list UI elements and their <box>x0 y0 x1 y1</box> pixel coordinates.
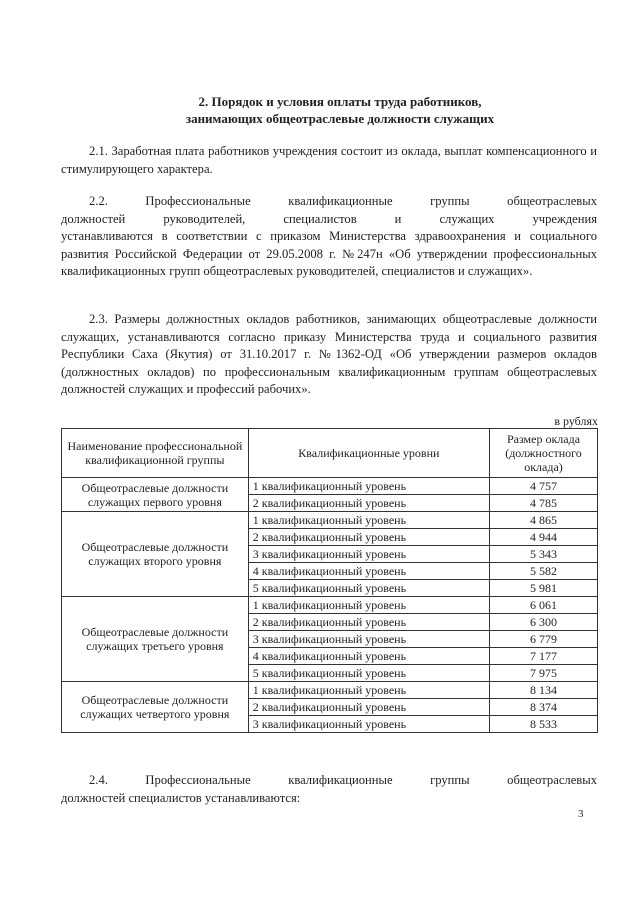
salary-cell: 7 177 <box>489 648 597 665</box>
salary-cell: 4 865 <box>489 512 597 529</box>
table-header-row <box>62 429 598 478</box>
level-cell: 3 квалификационный уровень <box>248 631 489 648</box>
salary-cell: 6 779 <box>489 631 597 648</box>
group-name: Общеотраслевые должности служащих второго уровня <box>62 512 249 597</box>
units-note: в рублях <box>554 414 598 428</box>
level-cell: 2 квалификационный уровень <box>248 614 489 631</box>
page-number: 3 <box>578 808 584 820</box>
level-cell: 1 квалификационный уровень <box>248 597 489 614</box>
paragraph-2-2-rest: устанавливаются в соответствии с приказом Министерства здравоохранения и социального развития Российской Федерации от 29.05.2008 г. №247н «Об утверждении профессиональных квалификационных групп общеотраслевых руководителей, специалистов и служащих». <box>61 229 597 278</box>
paragraph-2-2-line-1: 2.2. Профессиональные квалификационные группы общеотраслевых <box>89 194 597 208</box>
level-cell: 2 квалификационный уровень <box>248 699 489 716</box>
table-row <box>62 597 598 614</box>
paragraph-2-1: 2.1. Заработная плата работников учреждения состоит из оклада, выплат компенсационного и стимулирующего характера. <box>61 144 597 176</box>
group-name: Общеотраслевые должности служащих четвертого уровня <box>62 682 249 733</box>
paragraph-2-3: 2.3. Размеры должностных окладов работников, занимающих общеотраслевые должности служащих, устанавливаются согласно приказу Министерства труда и социального развития Республики Саха (Якутия) от 31.10.2017 г. №1362-ОД «Об утверждении размеров окладов (должностных окладов) по профессиональным квалификационным группам общеотраслевых должностей служащих и профессий рабочих». <box>61 312 597 396</box>
section-heading <box>60 93 620 127</box>
salary-cell: 5 582 <box>489 563 597 580</box>
salary-cell: 6 300 <box>489 614 597 631</box>
group-name: Общеотраслевые должности служащих третьего уровня <box>62 597 249 682</box>
level-cell: 3 квалификационный уровень <box>248 546 489 563</box>
salary-cell: 5 343 <box>489 546 597 563</box>
salary-cell: 8 533 <box>489 716 597 733</box>
level-cell: 5 квалификационный уровень <box>248 580 489 597</box>
paragraph-2-4 <box>61 772 597 807</box>
salary-cell: 4 944 <box>489 529 597 546</box>
salary-cell: 5 981 <box>489 580 597 597</box>
header-group: Наименование профессиональной квалификационной группы <box>62 429 249 478</box>
header-salary: Размер оклада (должностного оклада) <box>489 429 597 478</box>
paragraph-2-2-line-2: должностей руководителей, специалистов и служащих учреждения <box>61 211 597 226</box>
level-cell: 2 квалификационный уровень <box>248 495 489 512</box>
salary-cell: 7 975 <box>489 665 597 682</box>
paragraph-2-4-line-1: 2.4. Профессиональные квалификационные группы общеотраслевых <box>89 773 597 787</box>
section-heading-line-1: 2. Порядок и условия оплаты труда работников, <box>198 94 482 109</box>
header-levels: Квалификационные уровни <box>248 429 489 478</box>
level-cell: 2 квалификационный уровень <box>248 529 489 546</box>
paragraph-2-4-line-2: должностей специалистов устанавливаются: <box>61 790 301 805</box>
salary-table <box>61 428 598 733</box>
group-name: Общеотраслевые должности служащих первого уровня <box>62 478 249 512</box>
salary-cell: 6 061 <box>489 597 597 614</box>
level-cell: 5 квалификационный уровень <box>248 665 489 682</box>
level-cell: 1 квалификационный уровень <box>248 478 489 495</box>
section-heading-line-2: занимающих общеотраслевые должности служащих <box>185 111 495 126</box>
table-row <box>62 682 598 699</box>
level-cell: 4 квалификационный уровень <box>248 648 489 665</box>
level-cell: 3 квалификационный уровень <box>248 716 489 733</box>
salary-cell: 4 757 <box>489 478 597 495</box>
level-cell: 1 квалификационный уровень <box>248 512 489 529</box>
salary-cell: 8 134 <box>489 682 597 699</box>
level-cell: 1 квалификационный уровень <box>248 682 489 699</box>
salary-cell: 8 374 <box>489 699 597 716</box>
table-row <box>62 512 598 529</box>
salary-cell: 4 785 <box>489 495 597 512</box>
paragraph-2-2 <box>61 193 597 281</box>
table-row <box>62 478 598 495</box>
level-cell: 4 квалификационный уровень <box>248 563 489 580</box>
